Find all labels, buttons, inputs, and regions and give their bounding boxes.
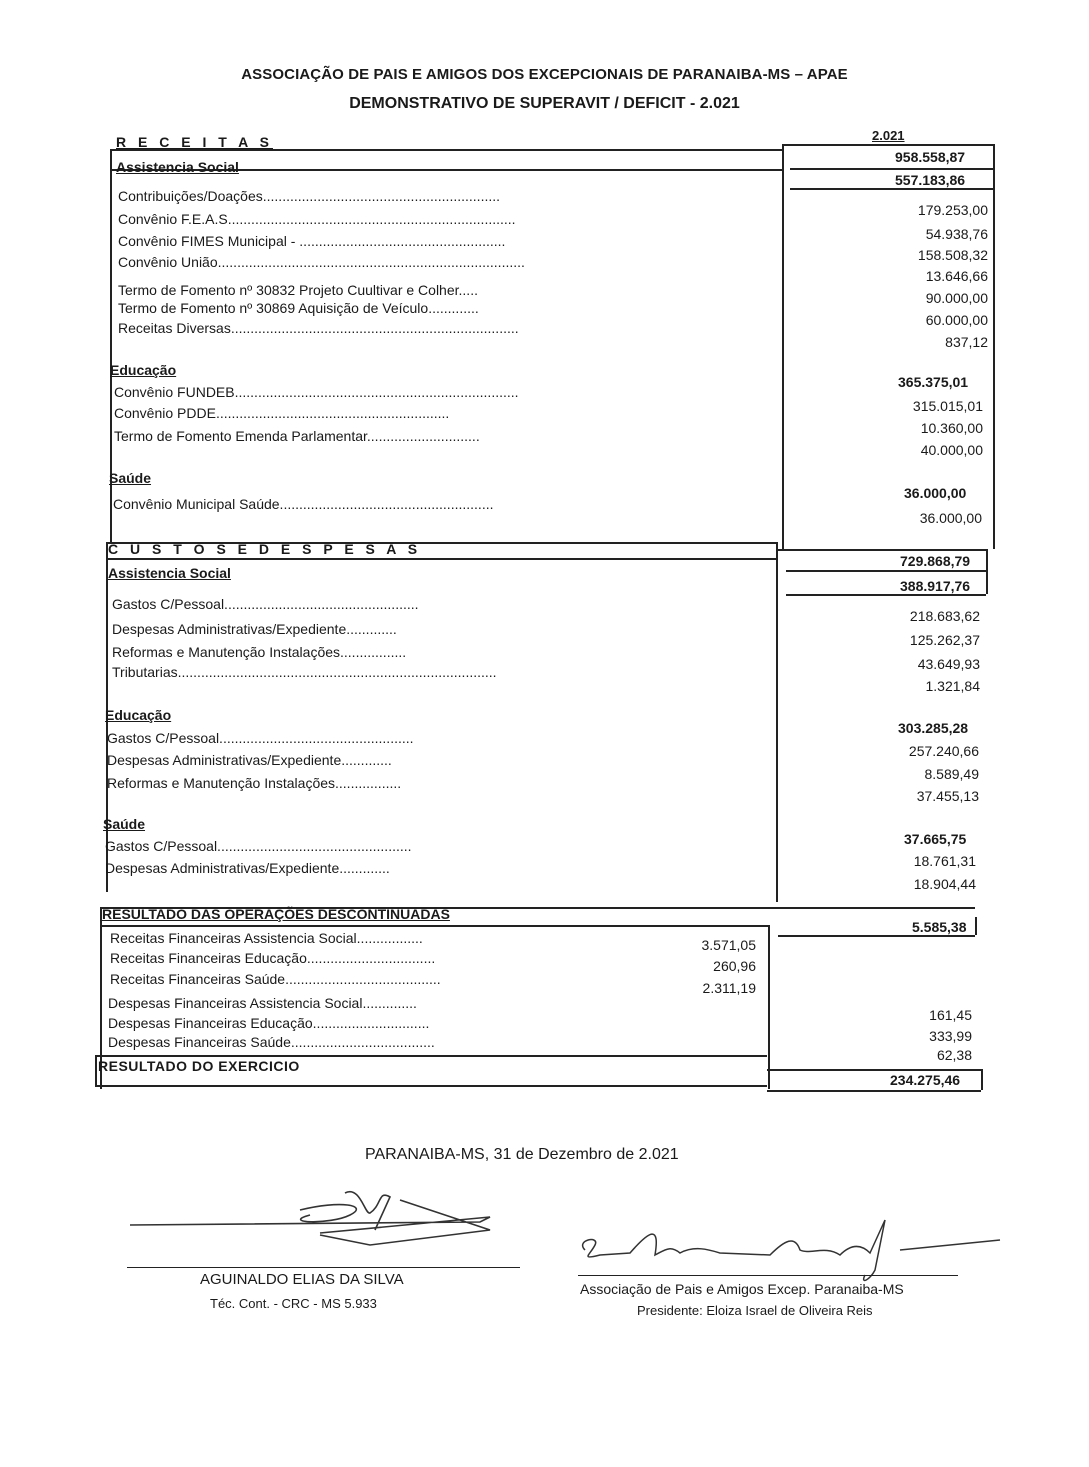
signer2-role: Presidente: Eloiza Israel de Oliveira Reis	[637, 1303, 873, 1318]
place-date: PARANAIBA-MS, 31 de Dezembro de 2.021	[365, 1146, 679, 1163]
line-item-label: Receitas Diversas..........................................................................	[118, 320, 519, 336]
line-item-label: Receitas Financeiras Saúde........................................	[110, 971, 441, 987]
resultado-value: 234.275,46	[890, 1072, 961, 1088]
receitas-educacao-heading: Educação	[110, 362, 177, 378]
divider	[782, 144, 993, 146]
line-item-label: Gastos C/Pessoal..................................................	[112, 596, 419, 612]
receitas-saude-total: 36.000,00	[904, 485, 967, 501]
line-item-label: Reformas e Manutenção Instalações.................	[112, 644, 407, 660]
divider	[768, 925, 770, 1089]
line-item-label: Receitas Financeiras Educação.................................	[110, 950, 436, 966]
line-item-value: 18.904,44	[913, 876, 976, 892]
signature-line	[578, 1275, 958, 1276]
line-item-label: Despesas Administrativas/Expediente.............	[105, 860, 390, 876]
divider	[786, 570, 986, 572]
line-item-label: Contribuições/Doações.............................................................	[118, 188, 501, 204]
line-item-value: 43.649,93	[917, 656, 980, 672]
custos-assistencia-heading: Assistencia Social	[108, 565, 231, 581]
line-item-value: 179.253,00	[917, 202, 988, 218]
document-title: DEMONSTRATIVO DE SUPERAVIT / DEFICIT - 2.021	[349, 95, 740, 112]
line-item-value: 315.015,01	[912, 398, 983, 414]
line-item-value: 158.508,32	[917, 247, 988, 263]
line-item-label: Convênio União...............................................................................	[118, 254, 525, 270]
line-item-label: Termo de Fomento nº 30832 Projeto Cuultivar e Colher.....	[118, 282, 478, 298]
receitas-heading: R E C E I T A S	[116, 134, 273, 150]
line-item-value: 8.589,49	[924, 766, 979, 782]
divider	[767, 1090, 981, 1092]
line-item-value: 18.761,31	[913, 853, 976, 869]
divider	[782, 144, 784, 549]
divider	[993, 144, 995, 549]
receitas-total: 958.558,87	[895, 149, 966, 165]
divider	[95, 1055, 97, 1085]
line-item-label: Convênio Municipal Saúde.......................................................	[113, 496, 494, 512]
line-item-label: Gastos C/Pessoal..................................................	[107, 730, 414, 746]
line-item-value: 36.000,00	[919, 510, 982, 526]
divider	[95, 1085, 767, 1087]
line-item-value: 62,38	[936, 1047, 972, 1063]
descontinuadas-total: 5.585,38	[912, 919, 967, 935]
line-item-value: 54.938,76	[925, 226, 988, 242]
signature-left	[120, 1185, 540, 1270]
custos-educacao-heading: Educação	[105, 707, 172, 723]
divider	[778, 935, 975, 937]
receitas-educacao-total: 365.375,01	[898, 374, 969, 390]
line-item-label: Tributarias..................................................................................	[112, 664, 497, 680]
custos-assistencia-total: 388.917,76	[900, 578, 971, 594]
line-item-label: Convênio FIMES Municipal - .....................................................	[118, 233, 506, 249]
line-item-label: Reformas e Manutenção Instalações.................	[107, 775, 402, 791]
line-item-value: 10.360,00	[920, 420, 983, 436]
descontinuadas-heading: RESULTADO DAS OPERAÇÕES DESCONTINUADAS	[102, 906, 450, 922]
line-item-value: 2.311,19	[702, 980, 756, 996]
line-item-label: Convênio PDDE............................................................	[114, 405, 450, 421]
divider	[106, 558, 776, 560]
signer2-org: Associação de Pais e Amigos Excep. Paranaiba-MS	[580, 1281, 904, 1297]
divider	[975, 917, 977, 935]
custos-saude-heading: Saúde	[103, 816, 146, 832]
resultado-label: RESULTADO DO EXERCICIO	[98, 1058, 300, 1074]
line-item-value: 40.000,00	[920, 442, 983, 458]
signature-line	[127, 1267, 520, 1268]
signature-right	[570, 1215, 1010, 1290]
line-item-value: 3.571,05	[701, 937, 756, 953]
custos-saude-total: 37.665,75	[904, 831, 967, 847]
divider	[981, 1069, 983, 1090]
line-item-value: 837,12	[945, 334, 988, 350]
line-item-label: Despesas Financeiras Saúde.....................................	[108, 1034, 435, 1050]
line-item-label: Receitas Financeiras Assistencia Social.................	[110, 930, 423, 946]
line-item-value: 37.455,13	[916, 788, 979, 804]
line-item-label: Termo de Fomento Emenda Parlamentar.............................	[114, 428, 480, 444]
line-item-label: Despesas Administrativas/Expediente.............	[112, 621, 397, 637]
line-item-label: Despesas Financeiras Educação..............................	[108, 1015, 430, 1031]
divider	[790, 168, 993, 170]
line-item-value: 218.683,62	[909, 608, 980, 624]
line-item-label: Despesas Administrativas/Expediente.............	[107, 752, 392, 768]
receitas-saude-heading: Saúde	[109, 470, 152, 486]
line-item-value: 260,96	[713, 958, 756, 974]
line-item-value: 90.000,00	[925, 290, 988, 306]
divider	[100, 925, 770, 927]
line-item-value: 60.000,00	[925, 312, 988, 328]
divider	[790, 188, 993, 190]
custos-heading: C U S T O S E D E S P E S A S	[108, 541, 422, 557]
line-item-value: 1.321,84	[925, 678, 980, 694]
line-item-label: Termo de Fomento nº 30869 Aquisição de Veículo.............	[118, 300, 479, 316]
divider	[986, 549, 988, 594]
year-column-header: 2.021	[872, 128, 905, 143]
line-item-label: Despesas Financeiras Assistencia Social..............	[108, 995, 417, 1011]
line-item-value: 257.240,66	[908, 743, 979, 759]
receitas-assistencia-heading: Assistencia Social	[116, 159, 239, 175]
divider	[786, 594, 986, 596]
receitas-assistencia-total: 557.183,86	[895, 172, 966, 188]
line-item-value: 13.646,66	[925, 268, 988, 284]
custos-total: 729.868,79	[900, 553, 971, 569]
signer1-name: AGUINALDO ELIAS DA SILVA	[200, 1271, 404, 1288]
line-item-label: Gastos C/Pessoal..................................................	[105, 838, 412, 854]
org-title: ASSOCIAÇÃO DE PAIS E AMIGOS DOS EXCEPCIONAIS DE PARANAIBA-MS – APAE	[241, 66, 848, 83]
line-item-value: 125.262,37	[909, 632, 980, 648]
signer1-role: Téc. Cont. - CRC - MS 5.933	[210, 1296, 377, 1311]
line-item-value: 161,45	[929, 1007, 972, 1023]
divider	[767, 1069, 981, 1071]
line-item-label: Convênio FUNDEB.........................................................................	[114, 384, 519, 400]
line-item-label: Convênio F.E.A.S..........................................................................	[118, 211, 516, 227]
divider	[776, 542, 778, 902]
divider	[95, 1055, 767, 1057]
custos-educacao-total: 303.285,28	[898, 720, 969, 736]
divider	[776, 549, 986, 551]
line-item-value: 333,99	[929, 1028, 972, 1044]
